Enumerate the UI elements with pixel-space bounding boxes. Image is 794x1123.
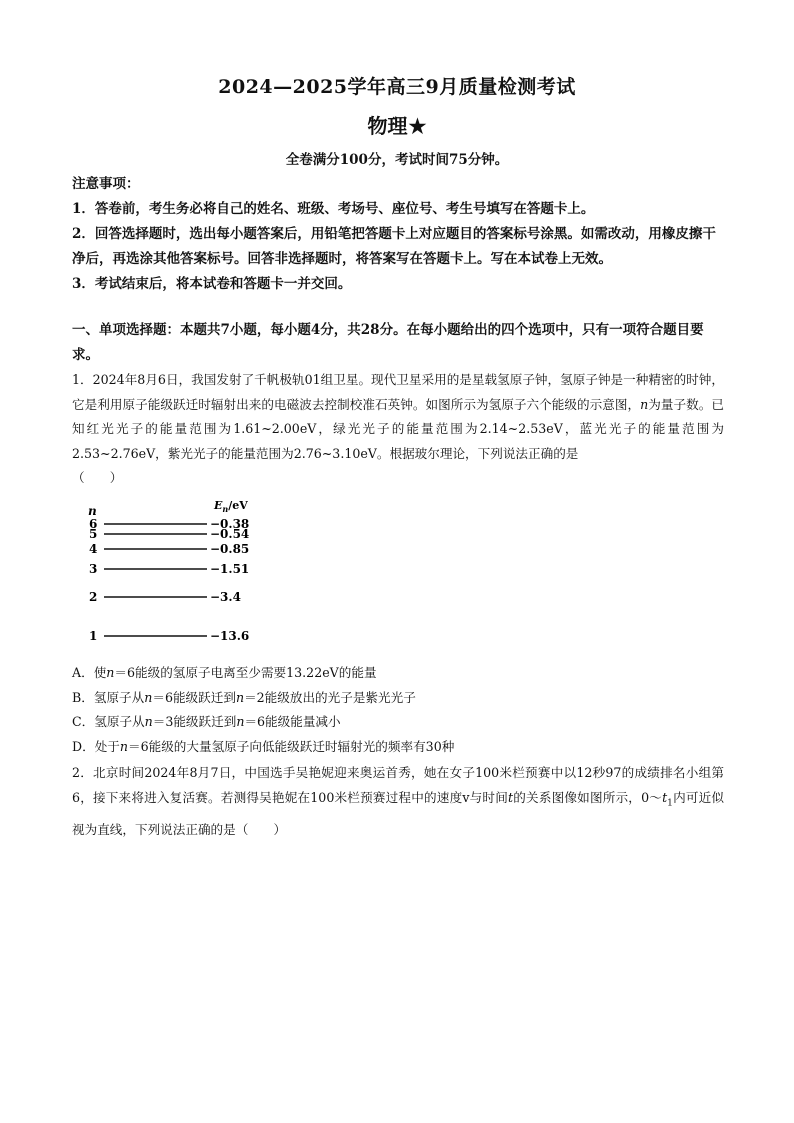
option-a[interactable]: A．使n＝6能级的氢原子电离至少需要13.22eV的能量 bbox=[72, 665, 377, 680]
n-axis-label: n bbox=[88, 504, 97, 518]
notice-item: 2．回答选择题时，选出每小题答案后，用铅笔把答题卡上对应题目的答案标号涂黑。如需改动，用橡皮擦干净后，再选涂其他答案标号。回答非选择题时，将答案写在答题卡上。写在本试卷上无效。 bbox=[72, 226, 716, 267]
level-energy-label: −0.85 bbox=[210, 542, 250, 556]
level-number-label: 3 bbox=[89, 562, 98, 576]
q1-text-a: 1．2024年8月6日，我国发射了千帆极轨01组卫星。现代卫星采用的是星载氢原子钟，氢原子钟是一种精密的时钟，它是利用原子能级跃迁时辐射出来的电磁波去控制校准石英钟。如图所示为氢原子六个能级的示意图， bbox=[72, 372, 724, 412]
energy-axis-label: $E_n/eV$ bbox=[214, 499, 248, 514]
question-2-stem: 2．北京时间2024年8月7日，中国选手吴艳妮迎来奥运首秀，她在女子100米栏预赛中以12秒97的成绩排名小组第6，接下来将进入复活赛。若测得吴艳妮在100米栏预赛过程中的速度v与时间t的关系图像如图所示，$0\sim t_1$内可近似视为直线，下列说法正确的是（ ） bbox=[72, 765, 725, 837]
level-energy-label: −13.6 bbox=[210, 629, 250, 643]
option-d[interactable]: D．处于n＝6能级的大量氢原子向低能级跃迁时辐射光的频率有30种 bbox=[72, 738, 455, 754]
level-energy-label: −3.4 bbox=[210, 590, 241, 604]
level-energy-label: −0.38 bbox=[210, 517, 250, 531]
notice-heading: 注意事项： bbox=[72, 176, 140, 192]
exam-title: 2024—2025学年高三9月质量检测考试 bbox=[218, 76, 576, 98]
q1-var-n: n bbox=[640, 396, 649, 412]
level-number-label: 4 bbox=[89, 542, 98, 556]
subject-name: 物理 bbox=[367, 114, 408, 138]
question-1-options bbox=[72, 661, 724, 759]
notice-section bbox=[72, 172, 724, 297]
option-b[interactable]: B．氢原子从n＝6能级跃迁到n＝2能级放出的光子是紫光光子 bbox=[72, 689, 416, 705]
option-c[interactable]: C．氢原子从n＝3能级跃迁到n＝6能级能量减小 bbox=[72, 714, 341, 729]
section-heading: 一、单项选择题：本题共7小题，每小题4分，共28分。在每小题给出的四个选项中，只有一项符合题目要求。 bbox=[72, 322, 704, 363]
question-1-stem bbox=[72, 368, 724, 491]
notice-item: 3．考试结束后，将本试卷和答题卡一并交回。 bbox=[72, 276, 352, 292]
notice-item: 1．答卷前，考生务必将自己的姓名、班级、考场号、座位号、考生号填写在答题卡上。 bbox=[72, 201, 595, 217]
answer-paren: （ ） bbox=[72, 470, 123, 485]
level-energy-label: −1.51 bbox=[210, 562, 250, 576]
level-number-label: 5 bbox=[89, 527, 98, 541]
level-energy-label: −0.54 bbox=[210, 527, 250, 541]
q1-text-b: 为量子数。已知红光光子的能量范围为1.61~2.00eV，绿光光子的能量范围为2.14~2.53eV，蓝光光子的能量范围为2.53~2.76eV，紫光光子的能量范围为2.76~3.10eV。根据玻尔理论，下列说法正确的是 bbox=[72, 396, 724, 461]
star-icon: ★ bbox=[408, 114, 427, 138]
subject-title bbox=[0, 110, 794, 139]
level-number-label: 2 bbox=[89, 590, 98, 604]
level-number-label: 1 bbox=[89, 629, 98, 643]
level-number-label: 6 bbox=[89, 517, 98, 531]
exam-info: 全卷满分100分，考试时间75分钟。 bbox=[285, 152, 509, 168]
energy-level-diagram bbox=[80, 496, 280, 652]
